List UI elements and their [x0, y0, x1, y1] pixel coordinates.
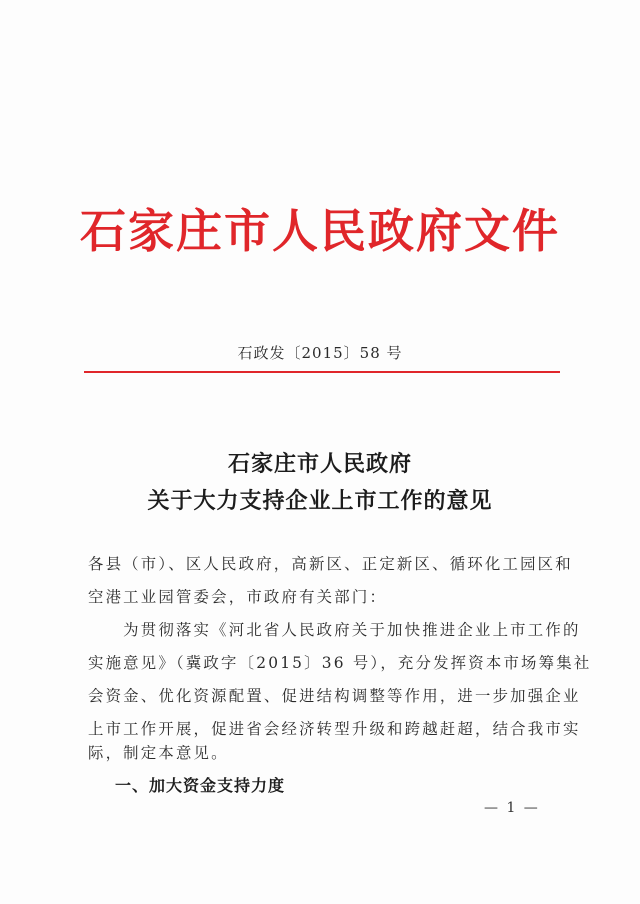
document-title-line-2: 关于大力支持企业上市工作的意见: [147, 488, 493, 514]
document-title-line-1: 石家庄市人民政府: [227, 451, 412, 477]
page-number: — 1 —: [484, 800, 540, 816]
paragraph-line: 为贯彻落实《河北省人民政府关于加快推进企业上市工作的: [88, 621, 581, 639]
paragraph-line: 际，制定本意见。: [88, 744, 229, 762]
red-divider-line: [84, 371, 560, 373]
issuing-authority-header: 石家庄市人民政府文件: [80, 204, 560, 258]
document-number: 石政发〔2015〕58 号: [237, 344, 403, 362]
paragraph-line: 会资金、优化资源配置、促进结构调整等作用，进一步加强企业: [88, 687, 581, 705]
section-heading: 一、加大资金支持力度: [115, 776, 286, 795]
addressee-line: 空港工业园管委会，市政府有关部门：: [88, 588, 388, 606]
paragraph-line: 上市工作开展，促进省会经济转型升级和跨越赶超，结合我市实: [88, 720, 581, 738]
addressee-line: 各县（市）、区人民政府，高新区、正定新区、循环化工园区和: [88, 555, 573, 573]
paragraph-line: 实施意见》（冀政字〔2015〕36 号），充分发挥资本市场筹集社: [88, 654, 592, 672]
